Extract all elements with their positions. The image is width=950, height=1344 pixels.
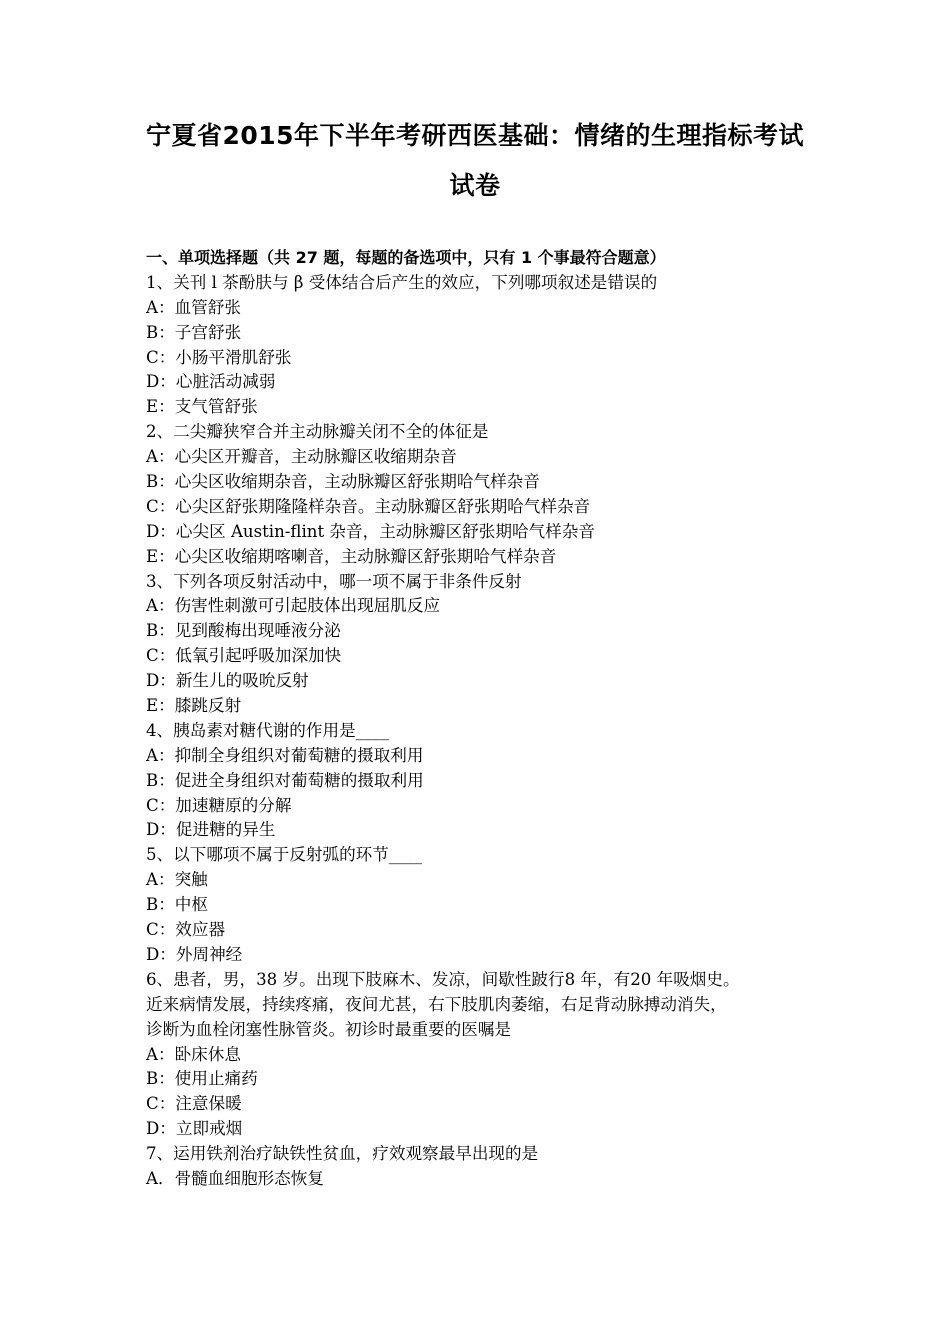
question-1-option-a: A：血管舒张 [146, 297, 241, 317]
question-2-stem: 2、二尖瓣狭窄合并主动脉瓣关闭不全的体征是 [146, 422, 489, 442]
question-5-option-a: A：突触 [146, 870, 208, 890]
question-1-option-d: D：心脏活动减弱 [146, 372, 276, 392]
question-1-option-c: C：小肠平滑肌舒张 [146, 347, 292, 367]
question-2-option-d: D：心尖区 Austin-flint 杂音，主动脉瓣区舒张期哈气样杂音 [146, 521, 595, 541]
document-title-line-1: 宁夏省2015年下半年考研西医基础：情绪的生理指标考试 [145, 121, 805, 150]
question-1-option-e: E：支气管舒张 [146, 397, 258, 417]
question-3-option-e: E：膝跳反射 [146, 696, 242, 716]
question-6-option-a: A：卧床休息 [146, 1044, 241, 1064]
question-3-stem: 3、下列各项反射活动中，哪一项不属于非条件反射 [146, 571, 522, 591]
question-4-option-b: B：促进全身组织对葡萄糖的摄取利用 [146, 770, 424, 790]
document-title-line-2: 试卷 [449, 171, 501, 200]
question-3-option-d: D：新生儿的吸吮反射 [146, 671, 309, 691]
question-2-option-a: A：心尖区开瓣音，主动脉瓣区收缩期杂音 [146, 447, 457, 467]
question-6-option-d: D：立即戒烟 [146, 1119, 243, 1139]
question-5-option-b: B：中枢 [146, 895, 208, 915]
question-1-stem: 1、关刊 l 茶酚肤与 β 受体结合后产生的效应，下列哪项叙述是错误的 [146, 272, 658, 292]
question-6-stem-line-3: 诊断为血栓闭塞性脉管炎。初诊时最重要的医嘱是 [146, 1019, 512, 1039]
question-4-stem: 4、胰岛素对糖代谢的作用是____ [146, 720, 389, 740]
question-4-option-a: A：抑制全身组织对葡萄糖的摄取利用 [146, 745, 424, 765]
question-5-option-c: C：效应器 [146, 920, 226, 940]
section-heading: 一、单项选择题（共 27 题，每题的备选项中，只有 1 个事最符合题意） [146, 248, 666, 267]
question-7-stem: 7、运用铁剂治疗缺铁性贫血，疗效观察最早出现的是 [146, 1144, 539, 1164]
question-4-option-c: C：加速糖原的分解 [146, 795, 292, 815]
question-7-option-a: A．骨髓血细胞形态恢复 [146, 1168, 324, 1188]
question-6-stem-line-2: 近来病情发展，持续疼痛，夜间尤甚，右下肢肌肉萎缩，右足背动脉搏动消失， [146, 994, 727, 1014]
question-2-option-b: B：心尖区收缩期杂音，主动脉瓣区舒张期哈气样杂音 [146, 472, 540, 492]
document-body [146, 246, 816, 1192]
question-6-option-b: B：使用止痛药 [146, 1069, 258, 1089]
question-4-option-d: D：促进糖的异生 [146, 820, 276, 840]
question-3-option-c: C：低氧引起呼吸加深加快 [146, 646, 342, 666]
question-2-option-c: C：心尖区舒张期隆隆样杂音。主动脉瓣区舒张期哈气样杂音 [146, 496, 591, 516]
question-1-option-b: B：子宫舒张 [146, 322, 242, 342]
question-3-option-a: A：伤害性刺激可引起肢体出现屈肌反应 [146, 596, 441, 616]
question-6-stem-line-1: 6、患者，男，38 岁。出现下肢麻木、发凉，间歇性跛行8 年，有20 年吸烟史。 [146, 969, 740, 989]
question-5-stem: 5、以下哪项不属于反射弧的环节____ [146, 845, 423, 865]
question-3-option-b: B：见到酸梅出现唾液分泌 [146, 621, 341, 641]
question-6-option-c: C：注意保暖 [146, 1094, 242, 1114]
question-5-option-d: D：外周神经 [146, 944, 243, 964]
question-2-option-e: E：心尖区收缩期喀喇音，主动脉瓣区舒张期哈气样杂音 [146, 546, 557, 566]
